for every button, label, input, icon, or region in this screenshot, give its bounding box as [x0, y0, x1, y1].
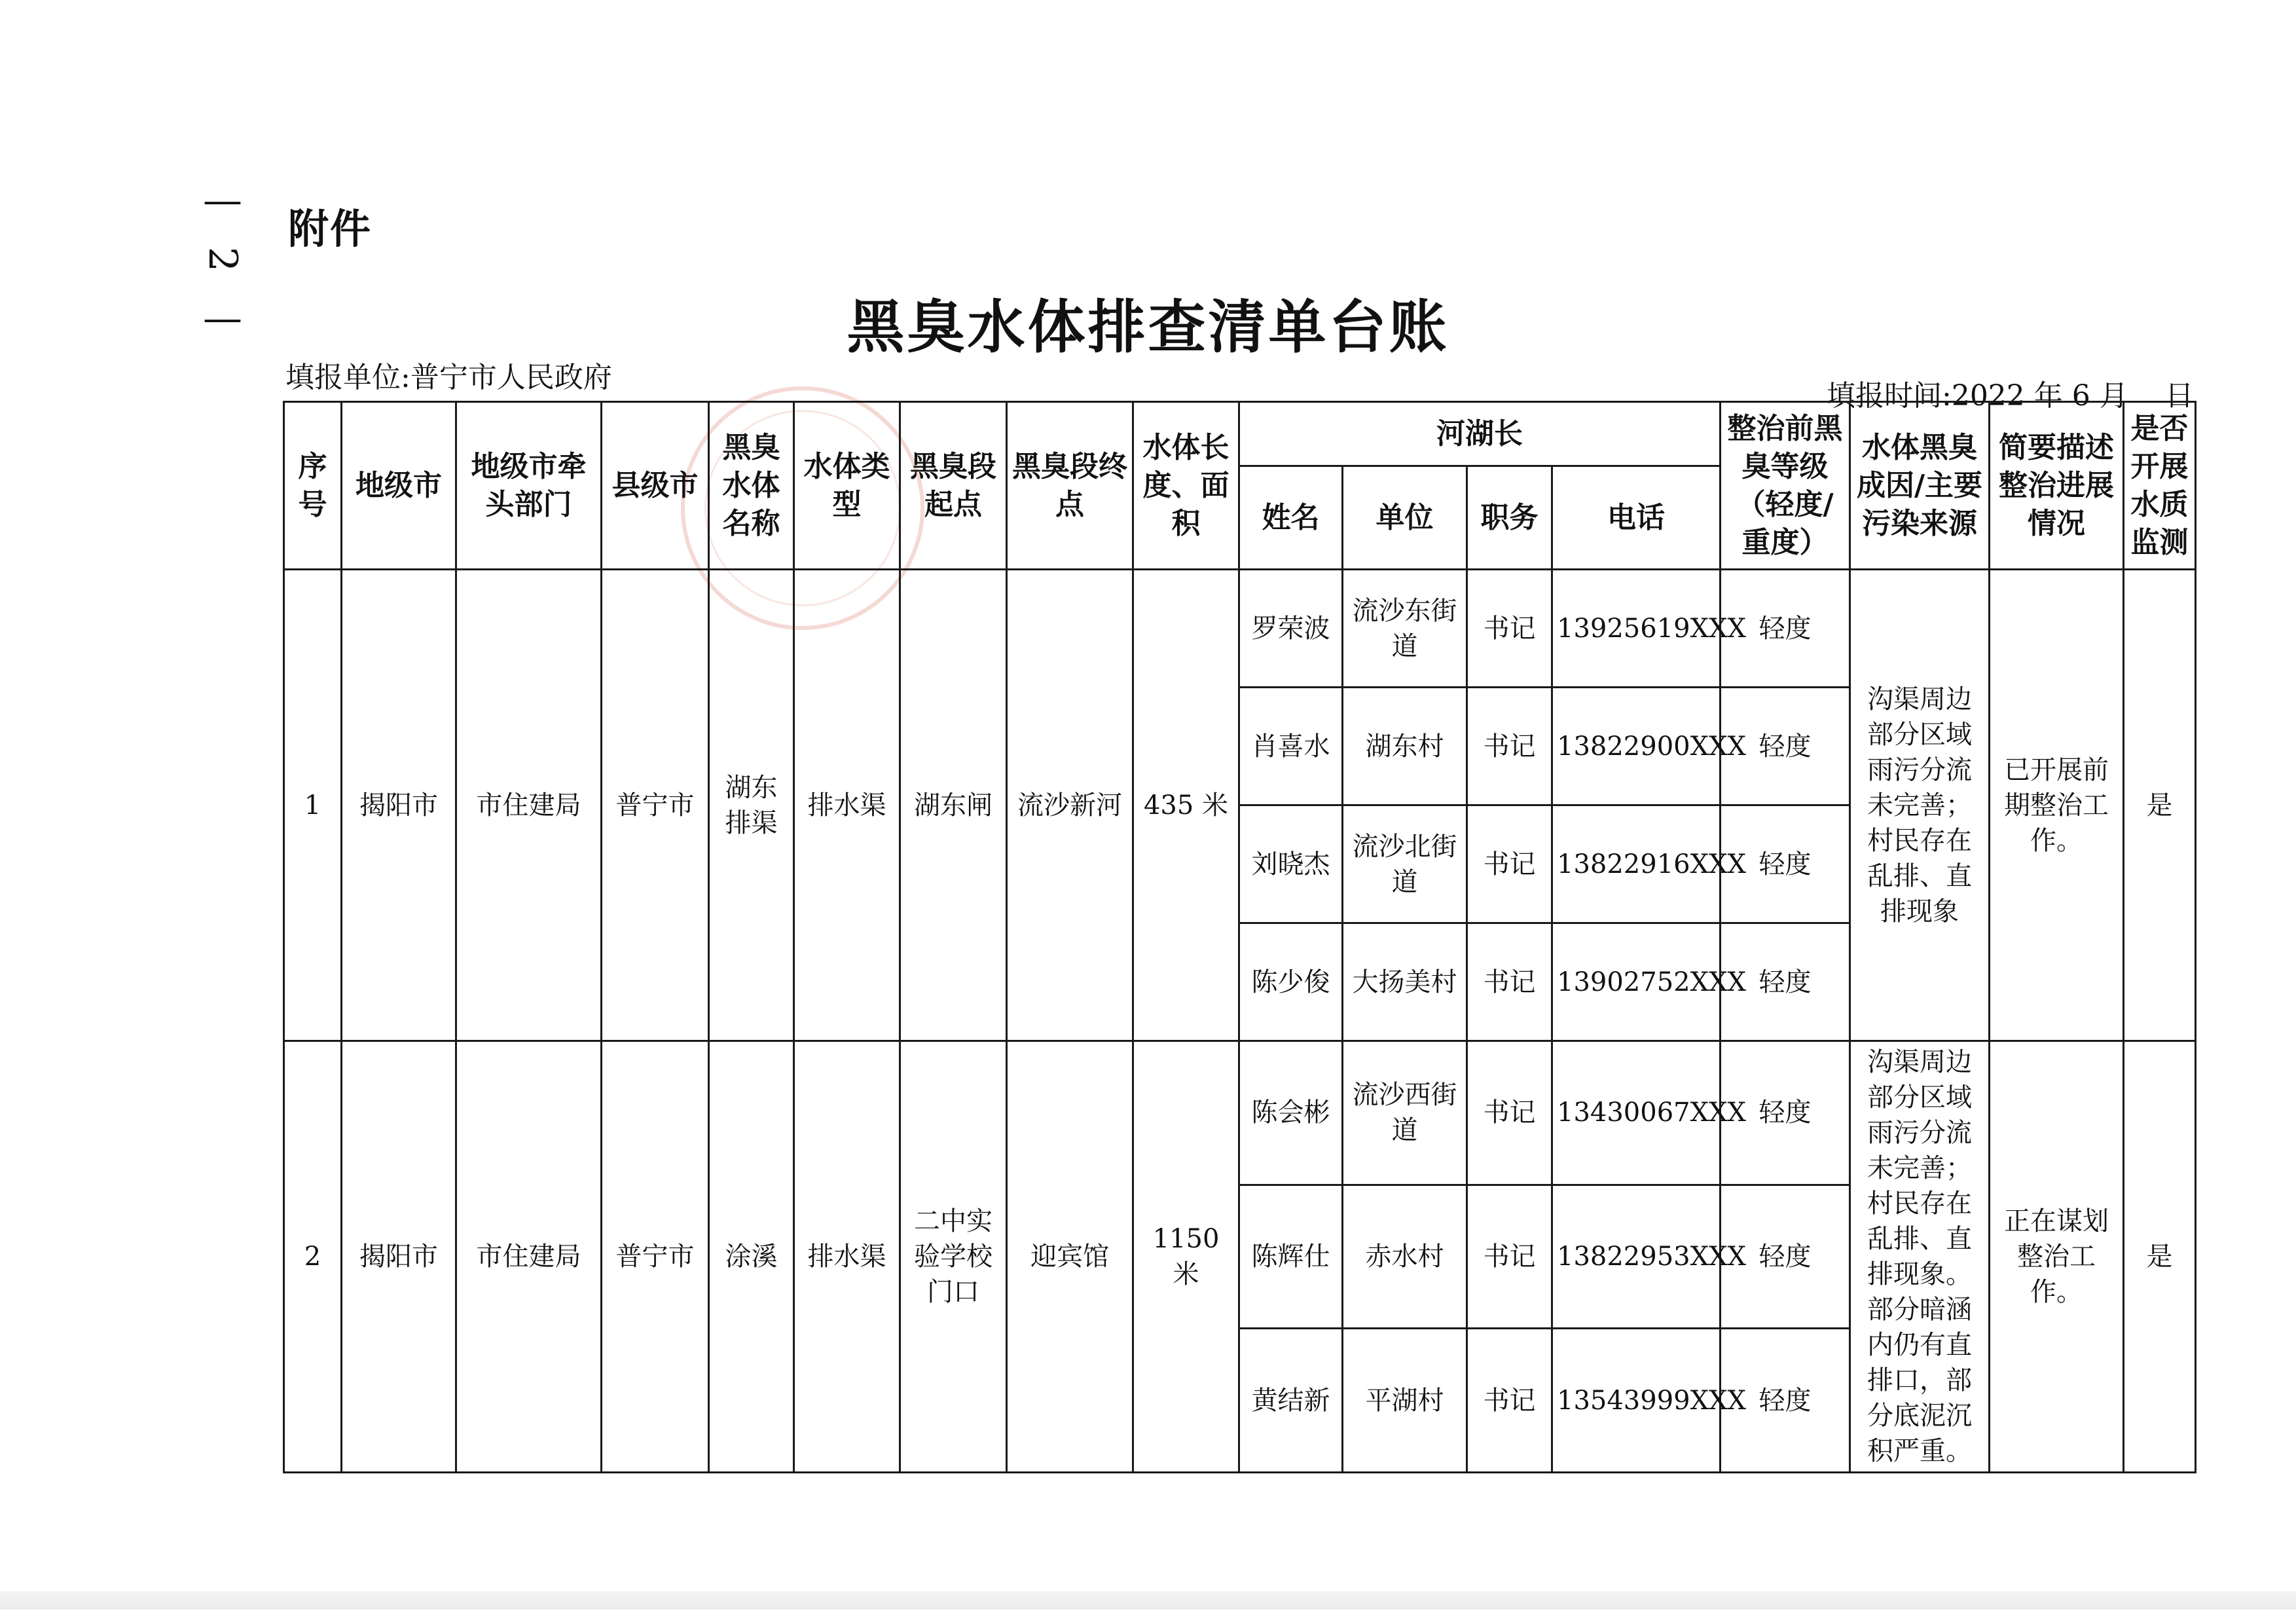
cell-dept: 市住建局: [456, 1041, 602, 1473]
header-chief-phone: 电话: [1552, 466, 1721, 570]
cell-chief-name: 罗荣波: [1239, 570, 1343, 688]
fill-time: 填报时间:2022 年 6 月 日: [1827, 379, 2194, 413]
cell-chief-post: 书记: [1467, 923, 1552, 1041]
cell-chief-name: 陈会彬: [1239, 1041, 1343, 1185]
cell-city: 揭阳市: [342, 570, 456, 1041]
cell-chief-name: 黄结新: [1239, 1329, 1343, 1473]
cell-chief-phone: 13822900XXX: [1552, 688, 1721, 805]
header-chief-post: 职务: [1467, 466, 1552, 570]
cell-name: 涂溪: [709, 1041, 794, 1473]
cell-name: 湖东排渠: [709, 570, 794, 1041]
header-progress: 简要描述整治进展情况: [1990, 402, 2124, 570]
cell-start: 二中实验学校门口: [900, 1041, 1007, 1473]
cell-length: 435 米: [1133, 570, 1239, 1041]
cell-chief-unit: 湖东村: [1343, 688, 1467, 805]
cell-chief-unit: 流沙西街道: [1343, 1041, 1467, 1185]
cell-monitor: 是: [2124, 1041, 2196, 1473]
header-start: 黑臭段起点: [900, 402, 1007, 570]
cell-chief-unit: 流沙东街道: [1343, 570, 1467, 688]
fill-unit: 填报单位:普宁市人民政府: [285, 361, 612, 394]
cell-progress: 正在谋划整治工作。: [1990, 1041, 2124, 1473]
cell-chief-post: 书记: [1467, 1185, 1552, 1329]
header-end: 黑臭段终点: [1007, 402, 1133, 570]
cell-progress: 已开展前期整治工作。: [1990, 570, 2124, 1041]
cell-start: 湖东闸: [900, 570, 1007, 1041]
header-dept: 地级市牵头部门: [456, 402, 602, 570]
cell-cause: 沟渠周边部分区域雨污分流未完善；村民存在乱排、直排现象。部分暗涵内仍有直排口，部分底泥沉积严重。: [1850, 1041, 1990, 1473]
cell-city: 揭阳市: [342, 1041, 456, 1473]
cell-seq: 2: [284, 1041, 342, 1473]
cell-chief-phone: 13543999XXX: [1552, 1329, 1721, 1473]
cell-chief-post: 书记: [1467, 688, 1552, 805]
cell-type: 排水渠: [794, 1041, 900, 1473]
header-city: 地级市: [342, 402, 456, 570]
header-row: [284, 402, 2196, 466]
header-county: 县级市: [602, 402, 709, 570]
page-number: — 2 —: [200, 177, 246, 341]
header-name: 黑臭水体名称: [709, 402, 794, 570]
cell-level: 轻度: [1721, 923, 1850, 1041]
cell-chief-post: 书记: [1467, 805, 1552, 923]
cell-chief-unit: 平湖村: [1343, 1329, 1467, 1473]
cell-end: 流沙新河: [1007, 570, 1133, 1041]
cell-dept: 市住建局: [456, 570, 602, 1041]
cell-county: 普宁市: [602, 570, 709, 1041]
attachment-label: 附件: [288, 205, 373, 253]
scan-edge: [0, 1591, 2296, 1610]
cell-level: 轻度: [1721, 570, 1850, 688]
cell-chief-name: 肖喜水: [1239, 688, 1343, 805]
table-row: [284, 570, 2196, 688]
cell-chief-phone: 13822916XXX: [1552, 805, 1721, 923]
cell-seq: 1: [284, 570, 342, 1041]
cell-county: 普宁市: [602, 1041, 709, 1473]
cell-end: 迎宾馆: [1007, 1041, 1133, 1473]
cell-level: 轻度: [1721, 1041, 1850, 1185]
cell-monitor: 是: [2124, 570, 2196, 1041]
cell-chief-phone: 13925619XXX: [1552, 570, 1721, 688]
cell-level: 轻度: [1721, 805, 1850, 923]
cell-chief-post: 书记: [1467, 1041, 1552, 1185]
cell-level: 轻度: [1721, 688, 1850, 805]
header-length: 水体长度、面积: [1133, 402, 1239, 570]
cell-length: 1150 米: [1133, 1041, 1239, 1473]
ledger-table: [283, 401, 2196, 1473]
cell-level: 轻度: [1721, 1185, 1850, 1329]
cell-chief-unit: 大扬美村: [1343, 923, 1467, 1041]
header-monitor: 是否开展水质监测: [2124, 402, 2196, 570]
header-chief-name: 姓名: [1239, 466, 1343, 570]
cell-chief-phone: 13822953XXX: [1552, 1185, 1721, 1329]
table-row: [284, 1041, 2196, 1185]
page-title: 黑臭水体排查清单台账: [847, 293, 1449, 361]
cell-chief-post: 书记: [1467, 1329, 1552, 1473]
header-chief-unit: 单位: [1343, 466, 1467, 570]
cell-chief-phone: 13430067XXX: [1552, 1041, 1721, 1185]
cell-chief-name: 陈少俊: [1239, 923, 1343, 1041]
header-type: 水体类型: [794, 402, 900, 570]
cell-chief-name: 陈辉仕: [1239, 1185, 1343, 1329]
cell-chief-post: 书记: [1467, 570, 1552, 688]
header-seq: 序号: [284, 402, 342, 570]
cell-chief-unit: 流沙北街道: [1343, 805, 1467, 923]
cell-chief-name: 刘晓杰: [1239, 805, 1343, 923]
cell-chief-phone: 13902752XXX: [1552, 923, 1721, 1041]
cell-chief-unit: 赤水村: [1343, 1185, 1467, 1329]
cell-level: 轻度: [1721, 1329, 1850, 1473]
cell-type: 排水渠: [794, 570, 900, 1041]
header-level: 整治前黑臭等级（轻度/重度）: [1721, 402, 1850, 570]
cell-cause: 沟渠周边部分区域雨污分流未完善；村民存在乱排、直排现象: [1850, 570, 1990, 1041]
header-cause: 水体黑臭成因/主要污染来源: [1850, 402, 1990, 570]
header-river-chief: 河湖长: [1239, 402, 1721, 466]
